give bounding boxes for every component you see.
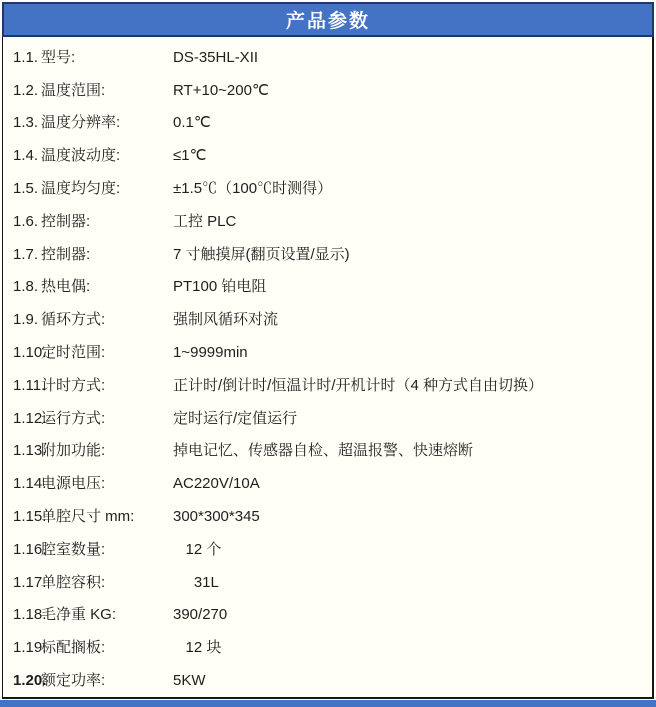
table-row [3,107,652,140]
row-value: ≤1℃ [173,147,207,165]
row-label: 温度分辨率: [41,114,121,132]
row-value: 12 个 [173,540,222,558]
row-number: 1.19. [13,639,47,657]
row-value: 掉电记忆、传感器自检、超温报警、快速熔断 [173,442,474,460]
row-value: 390/270 [173,606,228,624]
row-value: 31L [173,573,219,591]
row-number: 1.8. [13,278,39,296]
row-label: 腔室数量: [41,540,106,558]
row-value: 正计时/倒计时/恒温计时/开机计时（4 种方式自由切换） [173,376,544,394]
row-label: 电源电压: [41,475,106,493]
row-label: 型号: [41,48,76,66]
row-number: 1.9. [13,311,39,329]
row-number: 1.7. [13,245,39,263]
table-row [3,664,652,697]
table-row [3,500,652,533]
row-label: 热电偶: [41,278,91,296]
parameters-table [2,37,654,699]
row-label: 毛净重 KG: [41,606,117,624]
row-number: 1.14. [13,475,47,493]
row-value: 7 寸触摸屏(翻页设置/显示) [173,245,350,263]
row-label: 控制器: [41,212,91,230]
table-row [3,566,652,599]
row-value: PT100 铂电阻 [173,278,267,296]
table-row [3,336,652,369]
table-row [3,631,652,664]
row-value: 工控 PLC [173,212,237,230]
row-value: 0.1℃ [173,114,211,132]
row-value: ±1.5℃（100℃时测得） [173,180,333,198]
row-value: 5KW [173,672,206,690]
row-number: 1.3. [13,114,39,132]
table-row [3,238,652,271]
row-number: 1.18. [13,606,47,624]
table-row [3,402,652,435]
row-number: 1.6. [13,212,39,230]
row-number: 1.1. [13,48,39,66]
row-number: 1.2. [13,81,39,99]
row-label: 附加功能: [41,442,106,460]
table-row [3,533,652,566]
row-label: 控制器: [41,245,91,263]
row-number: 1.17. [13,573,47,591]
row-label: 额定功率: [41,672,106,690]
row-label: 计时方式: [41,376,106,394]
bottom-accent-bar [0,700,656,707]
row-label: 温度范围: [41,81,106,99]
row-number: 1.12. [13,409,47,427]
row-number: 1.20. [13,672,47,690]
row-label: 单腔尺寸 mm: [41,508,135,526]
row-value: AC220V/10A [173,475,260,493]
table-row [3,205,652,238]
row-value: RT+10~200℃ [173,81,269,99]
row-label: 单腔容积: [41,573,106,591]
row-label: 温度均匀度: [41,180,121,198]
row-label: 定时范围: [41,344,106,362]
row-label: 温度波动度: [41,147,121,165]
row-label: 循环方式: [41,311,106,329]
table-row [3,74,652,107]
row-number: 1.10. [13,344,47,362]
row-number: 1.15. [13,508,47,526]
section-title: 产品参数 [285,11,370,32]
row-value: 定时运行/定值运行 [173,409,298,427]
table-row [3,303,652,336]
table-row [3,467,652,500]
row-number: 1.4. [13,147,39,165]
row-number: 1.11. [13,376,46,394]
row-value: 12 块 [173,639,222,657]
row-value: 300*300*345 [173,508,260,526]
row-number: 1.13. [13,442,47,460]
table-row [3,41,652,74]
table-row [3,172,652,205]
row-value: DS-35HL-XII [173,48,259,66]
table-row [3,271,652,304]
row-label: 运行方式: [41,409,106,427]
table-row [3,599,652,632]
row-value: 强制风循环对流 [173,311,279,329]
table-row [3,139,652,172]
row-label: 标配搁板: [41,639,106,657]
table-row [3,369,652,402]
row-number: 1.16. [13,540,47,558]
table-row [3,435,652,468]
row-number: 1.5. [13,180,39,198]
section-header [2,2,654,37]
row-value: 1~9999min [173,344,248,362]
